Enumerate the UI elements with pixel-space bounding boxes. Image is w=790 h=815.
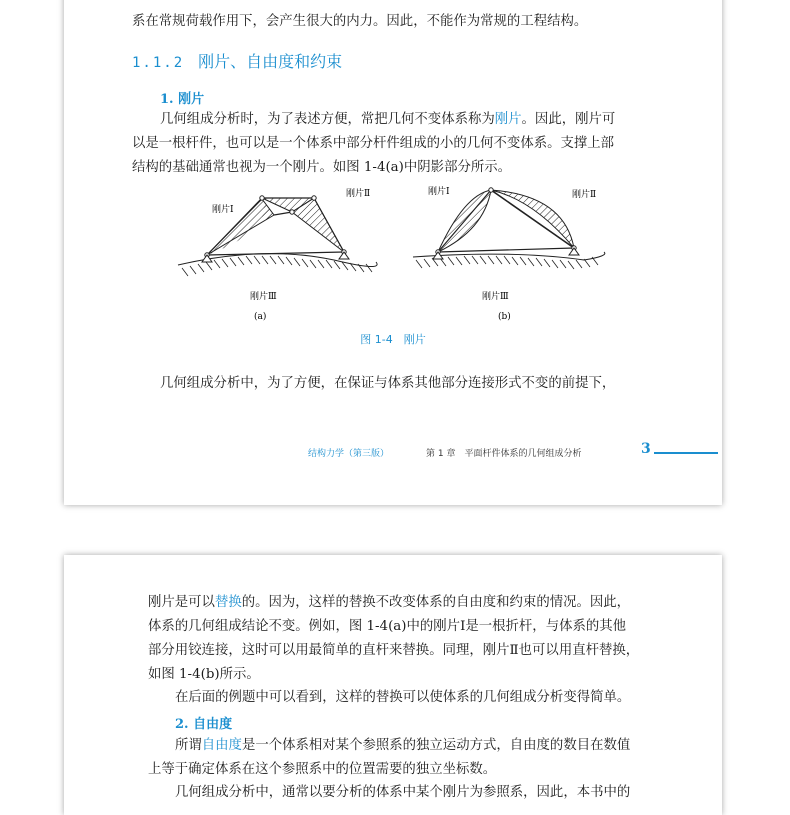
label-rigid-3-b: 刚片Ⅲ (482, 292, 509, 302)
term-dof: 自由度 (201, 738, 242, 753)
label-rigid-2-a: 刚片Ⅱ (346, 189, 371, 199)
label-rigid-1-b: 刚片Ⅰ (428, 187, 450, 197)
label-rigid-2-b: 刚片Ⅱ (572, 190, 597, 200)
subsection-heading-dof: 2. 自由度 (175, 717, 233, 732)
figure-1-4 (64, 0, 722, 505)
paragraph-line: 结构的基础通常也视为一个刚片。如图 1-4(a)中阴影部分所示。 (132, 160, 512, 175)
paragraph-line: 几何组成分析时，为了表述方便，常把几何不变体系称为刚片。因此，刚片可 (160, 112, 616, 127)
paragraph-line: 在后面的例题中可以看到，这样的替换可以使体系的几何组成分析变得简单。 (175, 690, 631, 705)
figure-caption: 图 1-4 刚片 (360, 333, 426, 346)
label-rigid-1-a: 刚片Ⅰ (212, 205, 234, 215)
subsection-heading-rigid-body: 1. 刚片 (160, 92, 205, 107)
paragraph-line: 几何组成分析中，为了方便，在保证与体系其他部分连接形式不变的前提下， (160, 376, 616, 391)
paragraph-line: 上等于确定体系在这个参照系中的位置需要的独立坐标数。 (148, 762, 497, 777)
page-number: 3 (641, 441, 651, 457)
section-number: 1.1.2 (132, 55, 185, 71)
paragraph-line: 如图 1-4(b)所示。 (148, 667, 260, 682)
paragraph-line: 刚片是可以替换的。因为，这样的替换不改变体系的自由度和约束的情况。因此， (148, 595, 631, 610)
book-page-3 (64, 0, 722, 505)
section-title: 刚片、自由度和约束 (198, 52, 343, 71)
book-page-4 (64, 555, 722, 815)
subfigure-label-a: (a) (254, 312, 267, 322)
paragraph-line: 部分用铰连接，这时可以用最简单的直杆来替换。同理，刚片Ⅱ也可以用直杆替换， (148, 643, 640, 658)
footer-book-title: 结构力学（第三版） (308, 449, 390, 459)
label-rigid-3-a: 刚片Ⅲ (250, 292, 277, 302)
partial-text-line: 几何组成分析中，通常以要分析的体系中某个刚片为参照系，因此，本书中的 (175, 785, 631, 800)
term-rigid-body: 刚片 (494, 112, 522, 127)
paragraph-line: 所谓自由度是一个体系相对某个参照系的独立运动方式，自由度的数目在数值 (175, 738, 631, 753)
figure-a-diagram (178, 187, 377, 322)
paragraph-line: 体系的几何组成结论不变。例如，图 1-4(a)中的刚片Ⅰ是一根折杆，与体系的其他 (148, 619, 627, 634)
subfigure-label-b: (b) (498, 312, 511, 322)
paragraph-line: 以是一根杆件，也可以是一个体系中部分杆件组成的小的几何不变体系。支撑上部 (132, 136, 615, 151)
footer-chapter-title: 第 1 章 平面杆件体系的几何组成分析 (426, 449, 582, 459)
term-replace: 替换 (214, 595, 242, 610)
footer-rule (654, 452, 718, 454)
text-line: 系在常规荷载作用下，会产生很大的内力。因此，不能作为常规的工程结构。 (132, 14, 588, 29)
figure-b-diagram (413, 185, 605, 322)
